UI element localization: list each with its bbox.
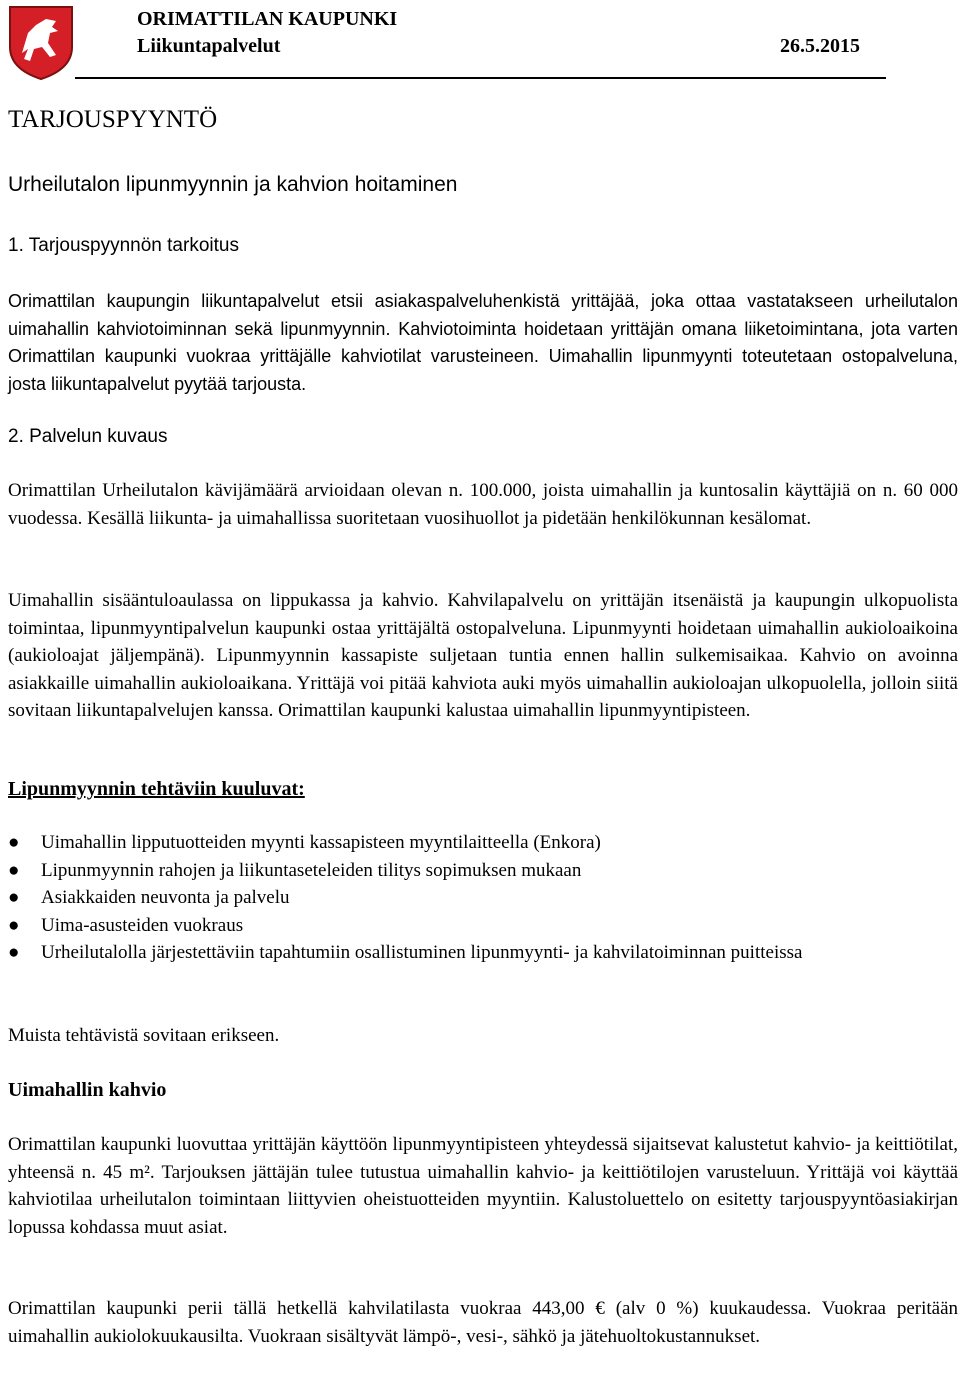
list-item <box>8 912 958 940</box>
section-cafe-text-2 <box>8 1295 958 1350</box>
purpose-paragraph: Orimattilan kaupungin liikuntapalvelut etsii asiakaspalveluhenkistä yrittäjää, joka ottaa vastatakseen urheilutalon uimahallin kahviotoiminnan sekä lipunmyynnin. Kahviotoiminta hoidetaan yrittäjän omana liiketoimintana, jota varten Orimattilan kaupunki vuokraa yrittäjälle kahviotilat varusteineen. Uimahallin lipunmyynti toteutetaan ostopalveluna, josta liikuntapalvelut pyytää tarjousta. <box>8 291 958 394</box>
bullet-icon: ● <box>8 914 20 936</box>
list-item <box>8 884 958 912</box>
list-item-text: Lipunmyynnin rahojen ja liikuntaseteleiden tilitys sopimuksen mukaan <box>41 859 582 881</box>
bullet-icon: ● <box>8 942 20 963</box>
description-paragraph-1: Orimattilan Urheilutalon kävijämäärä arvioidaan olevan n. 100.000, joista uimahallin ja kuntosalin käyttäjiä on n. 60 000 vuodessa. Kesällä liikunta- ja uimahallissa suoritetaan vuosihuollot ja pidetään henkilökunnan kesälomat. <box>8 480 958 529</box>
header-divider <box>75 77 886 79</box>
section-description-text-2 <box>8 587 958 725</box>
tasks-list <box>8 829 958 967</box>
section-description-heading: 2. Palvelun kuvaus <box>8 426 168 447</box>
description-paragraph-2: Uimahallin sisääntuloaulassa on lippukassa ja kahvio. Kahvilapalvelu on yrittäjän itsenäistä ja kaupungin ulkopuolista toimintaa, lipunmyyntipalvelun kaupunki ostaa yrittäjältä ostopalveluna. Lipunmyynti hoidetaan uimahallin aukioloaikoina (aukioloajat jäljempänä). Lipunmyynnin kassapiste suljetaan tuntia ennen hallin sulkemisaikaa. Kahvio on avoinna asiakkaille uimahallin aukioloaikana. Yrittäjä voi pitää kahviota auki myös uimahallin aukioloajan ulkopuolella, jolloin siitä sovitaan liikuntapalvelujen kanssa. Orimattilan kaupunki kalustaa uimahallin lipunmyyntipisteen. <box>8 590 958 721</box>
list-item-text: Asiakkaiden neuvonta ja palvelu <box>41 887 290 908</box>
document-subject: Urheilutalon lipunmyynnin ja kahvion hoitaminen <box>8 173 458 196</box>
section-purpose-text <box>8 288 958 398</box>
section-description-text-1 <box>8 477 958 532</box>
bullet-icon: ● <box>8 832 20 853</box>
bullet-icon: ● <box>8 859 20 881</box>
document-type-title: TARJOUSPYYNTÖ <box>8 106 218 133</box>
tasks-note: Muista tehtävistä sovitaan erikseen. <box>8 1025 280 1046</box>
bullet-icon: ● <box>8 887 20 908</box>
cafe-heading: Uimahallin kahvio <box>8 1079 167 1101</box>
header-date: 26.5.2015 <box>780 35 860 57</box>
section-purpose-heading: 1. Tarjouspyynnön tarkoitus <box>8 235 239 256</box>
list-item <box>8 829 958 857</box>
section-cafe-text-1 <box>8 1131 958 1241</box>
list-item-text: Uima-asusteiden vuokraus <box>41 914 244 936</box>
cafe-paragraph-2: Orimattilan kaupunki perii tällä hetkellä kahvilatilasta vuokraa 443,00 € (alv 0 %) kuukaudessa. Vuokraa peritään uimahallin aukiolokuukausilta. Vuokraan sisältyvät lämpö-, vesi-, sähkö ja jätehuoltokustannukset. <box>8 1298 958 1347</box>
list-item <box>8 857 958 885</box>
list-item-text: Urheilutalolla järjestettäviin tapahtumiin osallistuminen lipunmyynti- ja kahvilatoiminnan puitteissa <box>41 942 803 963</box>
header-department: Liikuntapalvelut <box>137 35 281 57</box>
tasks-heading: Lipunmyynnin tehtäviin kuuluvat: <box>8 778 305 800</box>
cafe-paragraph-1: Orimattilan kaupunki luovuttaa yrittäjän käyttöön lipunmyyntipisteen yhteydessä sijaitsevat kalustetut kahvio- ja keittiötilat, yhteensä n. 45 m². Tarjouksen jättäjän tulee tutustua uimahallin kahvio- ja keittiötilojen varusteluun. Yrittäjä voi käyttää kahviotilaa urheilutalon toimintaan liittyvien oheistuotteiden myyntiin. Kalustoluettelo on esitetty tarjouspyyntöasiakirjan lopussa kohdassa muut asiat. <box>8 1134 958 1238</box>
list-item-text: Uimahallin lipputuotteiden myynti kassapisteen myyntilaitteella (Enkora) <box>41 832 601 853</box>
header-organization: ORIMATTILAN KAUPUNKI <box>137 8 398 30</box>
city-crest-logo <box>6 3 76 81</box>
list-item <box>8 939 958 967</box>
